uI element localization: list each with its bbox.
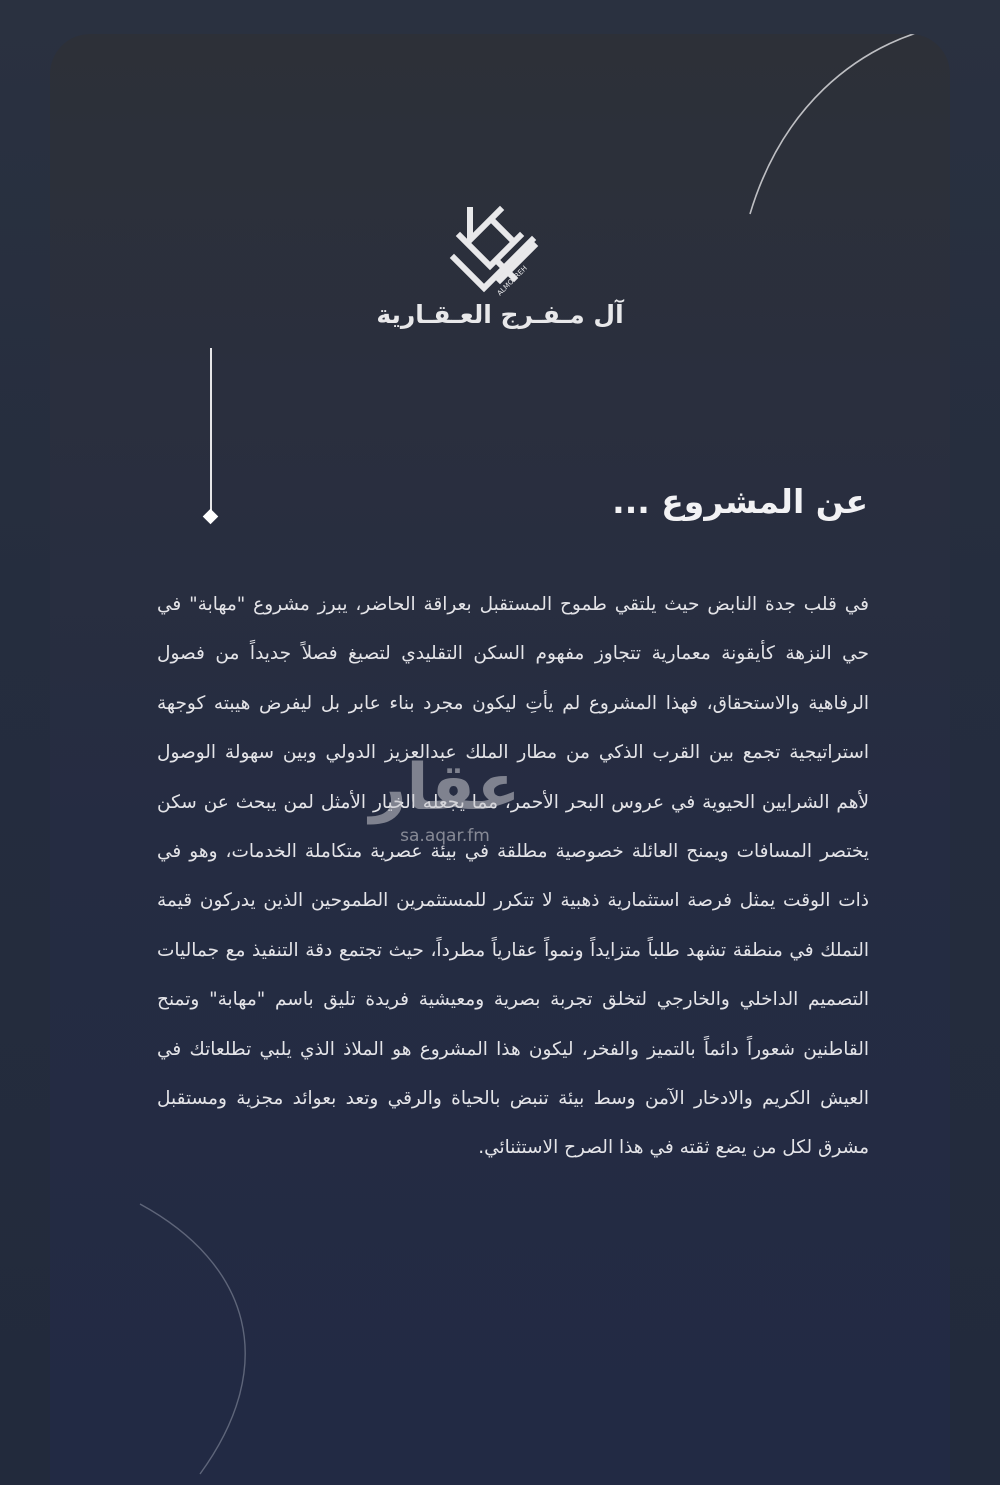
watermark-url: sa.aqar.fm xyxy=(400,826,490,846)
watermark-logo-word: عقار xyxy=(369,751,521,825)
logo-latin-text: ALMOFREH xyxy=(495,264,529,298)
project-description: في قلب جدة النابض حيث يلتقي طموح المستقبل بعراقة الحاضر، يبرز مشروع "مهابة" في حي النزهة كأيقونة معمارية تتجاوز مفهوم السكن التقليدي لتصيغ فصلاً جديداً من فصول الرفاهية والاستحقاق، فهذا المشروع لم يأتِ ليكون مجرد بناء عابر بل ليفرض هيبته كوجهة استراتيجية تجمع بين القرب الذكي من مطار الملك عبدالعزيز الدولي وبين سهولة الوصول لأهم الشرايين الحيوية في عروس البحر الأحمر، مما يجعله الخيار الأمثل لمن يبحث عن سكن يختصر المسافات ويمنح العائلة خصوصية مطلقة في بيئة عصرية متكاملة الخدمات، وهو في ذات الوقت يمثل فرصة استثمارية ذهبية لا تتكرر للمستثمرين الطموحين الذين يدركون قيمة التملك في منطقة تشهد طلباً متزايداً ونمواً عقارياً مطرداً، حيث تجتمع دقة التنفيذ مع جماليات التصميم الداخلي والخارجي لتخلق تجربة بصرية ومعيشية فريدة تليق باسم "مهابة" وتمنح القاطنين شعوراً دائماً بالتميز والفخر، ليكون هذا المشروع هو الملاذ الذي يلبي تطلعاتك في العيش الكريم والادخار الآمن وسط بيئة تنبض بالحياة والرقي وتعد بعوائد مجزية ومستقبل مشرق لكل من يضع ثقته في هذا الصرح الاستثنائي. xyxy=(157,594,869,1159)
watermark xyxy=(360,748,530,858)
vertical-divider xyxy=(210,348,212,512)
company-name: آل مـفـرج العـقـارية xyxy=(376,300,624,329)
almofreh-kufic-logo-icon xyxy=(440,196,550,306)
section-title: عن المشروع ... xyxy=(612,482,868,521)
